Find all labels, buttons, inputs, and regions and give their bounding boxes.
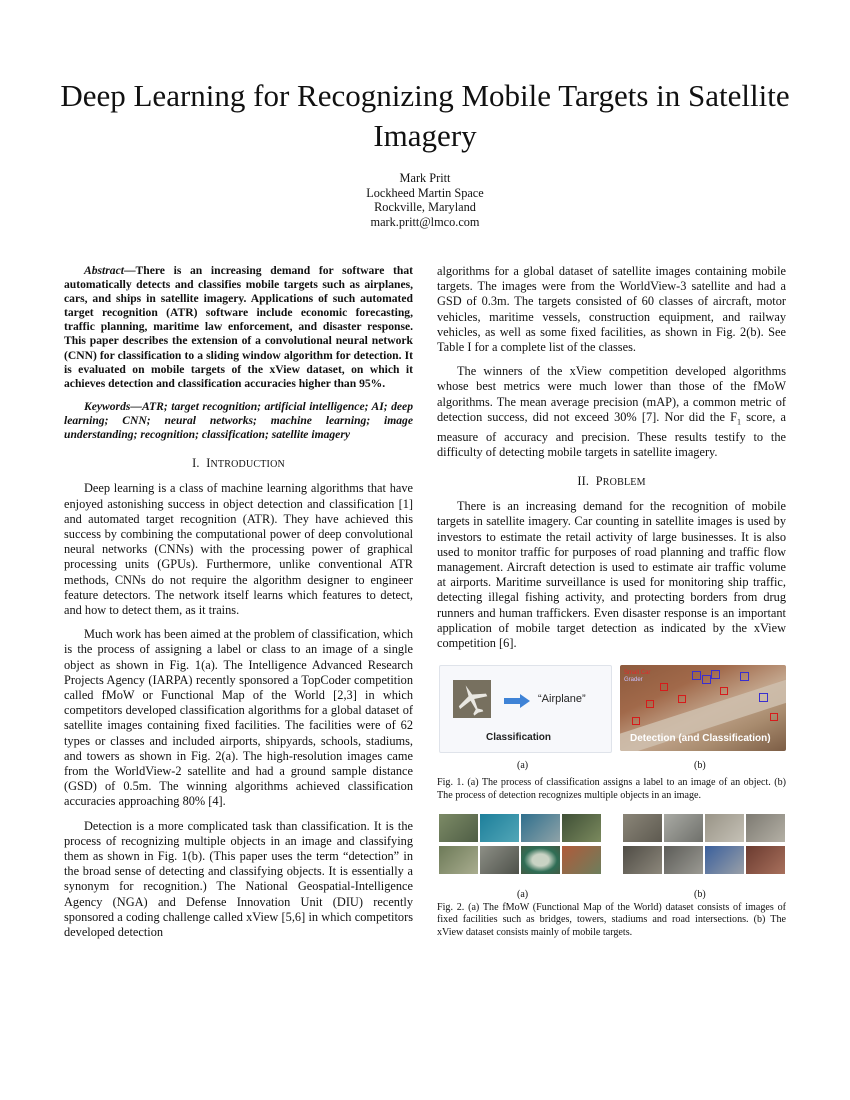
fig2-sub-b: (b) (694, 888, 706, 900)
section-heading-problem: II. PROBLEM (577, 473, 646, 488)
fig1-arrow-label: “Airplane” (538, 693, 586, 706)
xview-thumbnail (746, 814, 785, 842)
detection-box (720, 687, 728, 695)
airplane-image (453, 680, 491, 718)
fmow-thumbnail (521, 814, 560, 842)
detection-box (702, 675, 711, 684)
intro-paragraph-3: Detection is a more complicated task than classification. It is the process of recognizing multiple objects in an image and classifying them as shown in Fig. 1(b). (This paper uses the term “detection” in the broad sense of detecting and classifying objects. It is essentially a synonym for recognition.) The National Geospatial-Intelligence Agency (NGA) and Defense Innovation Unit (DIU) recently sponsored a coding challenge called xView [5,6] in which competitors developed detection (64, 818, 413, 940)
figure-1 (437, 665, 786, 783)
right-paragraph-1: algorithms for a global dataset of satellite images containing mobile targets. The images were from the WorldView-3 satellite and had a GSD of 0.3m. The targets consisted of 60 classes of aircraft, motor vehicles, maritime vessels, construction equipment, and railway vehicles, as well as some fixed facilities, as shown in Fig. 2(b). See Table I for a complete list of the classes. (437, 264, 786, 355)
left-column (64, 264, 413, 949)
fmow-thumbnail (562, 814, 601, 842)
right-paragraph-2: The winners of the xView competition developed algorithms whose best metrics were much lower than those of the fMoW algorithms. The mean average precision (mAP), a common metric of detection success, did not exceed 30% [7]. Nor did the $F_1$ score, a measure of accuracy and precision. These results testify to the difficulty of detecting mobile targets in satellite imagery. (437, 364, 787, 459)
right-column (437, 264, 786, 939)
xview-thumbnail (705, 814, 744, 842)
author-location: Rockville, Maryland (374, 200, 476, 215)
figure-2-caption: Fig. 2. (a) The fMoW (Functional Map of the World) dataset consists of images of fixed facilities such as bridges, towers, stadiums and road intersections. (b) The xView dataset consists mainly of mobile targets. (437, 901, 786, 938)
fig2-sub-a: (a) (517, 888, 529, 900)
section-heading-introduction: I. INTRODUCTION (192, 456, 285, 471)
figure-1-caption: Fig. 1. (a) The process of classification assigns a label to an image of an object. (b) The process of detection recognizes multiple objects in an image. (437, 777, 786, 801)
problem-paragraph: There is an increasing demand for the recognition of mobile targets in satellite imagery. Car counting in satellite images is used by investors to estimate the retail activity of large businesses. It is also used to monitor traffic for purposes of road planning and traffic flow management. Aircraft detection is used to estimate air traffic volume at airports. Maritime surveillance is used for monitoring ship traffic, detecting illegal fishing activity, and protecting borders from drug runners and human traffickers. Even disaster response is an important application of mobile target detection as indicated by the xView competition [6]. (437, 499, 786, 650)
paper-title: Deep Learning for Recognizing Mobile Targets in Satellite Imagery (60, 78, 790, 153)
fig1-sub-a: (a) (517, 760, 529, 772)
fmow-thumbnail (439, 814, 478, 842)
xview-thumbnail (664, 814, 703, 842)
fig1-sub-b: (b) (694, 760, 706, 772)
fmow-thumbnail (480, 814, 519, 842)
detection-box (759, 693, 768, 702)
fig1-panel-b-label: Detection (and Classification) (630, 733, 771, 745)
xview-thumbnail (705, 846, 744, 874)
author-email: mark.pritt@lmco.com (370, 214, 480, 229)
figure-1b-panel (620, 665, 786, 751)
detection-box (646, 700, 654, 708)
abstract-text: There is an increasing demand for software that automatically detects and classifies mobile targets such as airplanes, cars, and ships in satellite imagery. Applications of such automated target recognition (ATR) software include economic forecasting, traffic planning, maritime law enforcement, and disaster response. This paper describes the extension of a convolutional neural network (CNN) for classification to a sliding window algorithm for detection. It is evaluated on mobile targets of the xView dataset, on which it achieves detection and classification accuracies higher than 95%. (64, 264, 413, 390)
keywords-text: ATR; target recognition; artificial intelligence; AI; deep learning; CNN; neural networks; machine learning; image understanding; recognition; classification; satellite imagery (64, 399, 413, 442)
detection-box (711, 670, 720, 679)
fmow-thumbnail (480, 846, 519, 874)
arrow-icon (504, 694, 530, 708)
detection-box (678, 695, 686, 703)
abstract-label: Abstract (84, 264, 124, 277)
author-block (225, 171, 625, 229)
xview-thumbnail (623, 814, 662, 842)
detection-box (692, 671, 701, 680)
keywords: Keywords—ATR; target recognition; artificial intelligence; AI; deep learning; CNN; neural networks; machine learning; image understanding; recognition; classification; satellite imagery (64, 399, 413, 442)
keywords-label: Keywords (84, 399, 131, 413)
detection-box (740, 672, 749, 681)
xview-thumbnail (623, 846, 662, 874)
author-name: Mark Pritt (399, 171, 451, 185)
author-affiliation: Lockheed Martin Space (366, 185, 484, 200)
xview-thumbnail (664, 846, 703, 874)
detection-box (632, 717, 640, 725)
fig1-legend-grader: Grader (624, 677, 643, 684)
figure-2 (437, 814, 786, 920)
airplane-icon (453, 680, 491, 718)
figure-1a-panel (439, 665, 612, 753)
xview-thumbnail (746, 846, 785, 874)
fig1-panel-a-label: Classification (486, 732, 552, 744)
fmow-thumbnail (562, 846, 601, 874)
detection-box (660, 683, 668, 691)
fmow-thumbnail (521, 846, 560, 874)
fig1-legend-small-car: Small Car (624, 670, 651, 677)
detection-box (770, 713, 778, 721)
intro-paragraph-2: Much work has been aimed at the problem of classification, which is the process of assigning a label or class to an image of a single object as shown in Fig. 1(a). The Intelligence Advanced Research Projects Agency (IARPA) recently sponsored a TopCoder competition called fMoW or Functional Map of the World [2,3] in which competitors developed classification algorithms for a global dataset of satellite images containing fixed facilities. The facilities were of 62 types or classes and included airports, shipyards, schools, stadiums, and towers as shown in Fig. 2(a). The high-resolution images came from the WorldView-2 satellite and had a ground sample distance (GSD) of 0.5m. The winning algorithms achieved classification accuracies approaching 80% [4]. (64, 627, 413, 809)
fmow-thumbnail (439, 846, 478, 874)
abstract: Abstract—There is an increasing demand for software that automatically detects and classifies mobile targets such as airplanes, cars, and ships in satellite imagery. Applications of such automated target recognition (ATR) software include economic forecasting, traffic planning, maritime law enforcement, and disaster response. This paper describes the extension of a convolutional neural network (CNN) for classification to a sliding window algorithm for detection. It is evaluated on mobile targets of the xView dataset, on which it achieves detection and classification accuracies higher than 95%. (64, 264, 413, 390)
intro-paragraph-1: Deep learning is a class of machine learning algorithms that have enjoyed astonishing success in object detection and classification [1] and automated target recognition (ATR). They have achieved this success by combining the computational power of deep convolutional neural networks (CNNs) with the processing power of graphical processing units (GPUs). Furthermore, unlike conventional ATR methods, CNNs do not require the algorithm designer to engineer feature detectors. The network itself learns which features to detect, and how to detect them, as it trains. (64, 481, 413, 617)
